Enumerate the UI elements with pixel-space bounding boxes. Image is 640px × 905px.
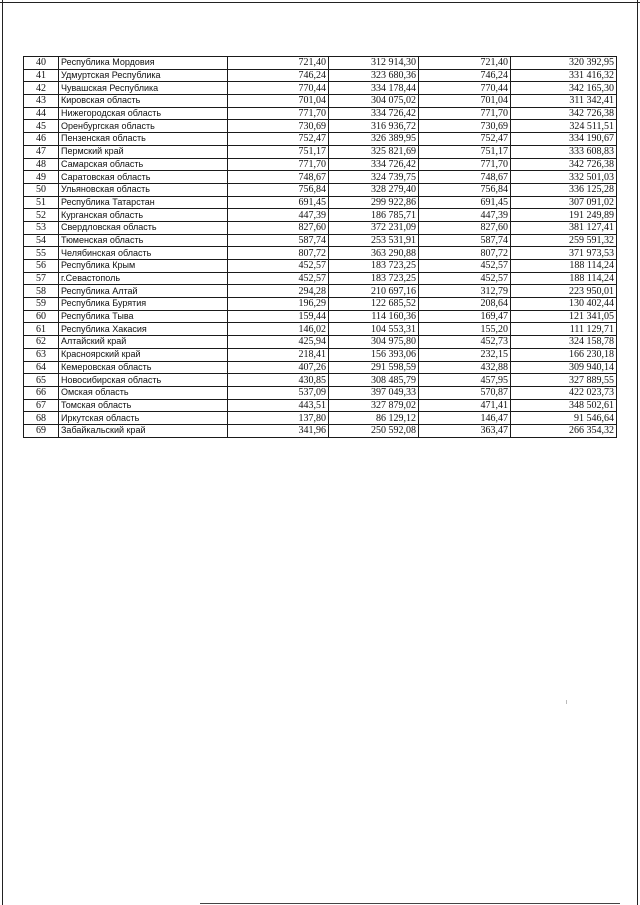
value-col-1: 771,70 [228,158,329,171]
value-col-2: 325 821,69 [329,145,419,158]
value-col-1: 730,69 [228,120,329,133]
value-col-4: 332 501,03 [511,171,617,184]
value-col-3: 770,44 [419,82,511,95]
value-col-1: 443,51 [228,399,329,412]
row-number: 45 [24,120,59,133]
table-row [24,348,617,361]
value-col-3: 587,74 [419,234,511,247]
value-col-1: 807,72 [228,247,329,260]
value-col-4: 320 392,95 [511,57,617,70]
value-col-3: 771,70 [419,107,511,120]
value-col-4: 307 091,02 [511,196,617,209]
region-name: Омская область [59,386,228,399]
row-number: 56 [24,260,59,273]
value-col-1: 452,57 [228,272,329,285]
value-col-4: 166 230,18 [511,348,617,361]
table-row [24,361,617,374]
value-col-1: 425,94 [228,336,329,349]
value-col-3: 312,79 [419,285,511,298]
value-col-3: 146,47 [419,412,511,425]
value-col-3: 432,88 [419,361,511,374]
value-col-4: 259 591,32 [511,234,617,247]
row-number: 53 [24,221,59,234]
value-col-1: 447,39 [228,209,329,222]
table-row [24,336,617,349]
region-name: Удмуртская Республика [59,69,228,82]
region-name: Курганская область [59,209,228,222]
value-col-2: 397 049,33 [329,386,419,399]
value-col-2: 183 723,25 [329,272,419,285]
table-row [24,247,617,260]
table-row [24,412,617,425]
row-number: 42 [24,82,59,95]
value-col-4: 309 940,14 [511,361,617,374]
row-number: 60 [24,310,59,323]
region-name: Тюменская область [59,234,228,247]
table-row [24,285,617,298]
scan-speck [566,700,567,704]
row-number: 51 [24,196,59,209]
table-row [24,298,617,311]
region-name: Чувашская Республика [59,82,228,95]
region-name: Республика Мордовия [59,57,228,70]
table-row [24,221,617,234]
value-col-2: 334 178,44 [329,82,419,95]
value-col-3: 752,47 [419,133,511,146]
value-col-2: 186 785,71 [329,209,419,222]
table-row [24,209,617,222]
row-number: 52 [24,209,59,222]
value-col-1: 746,24 [228,69,329,82]
value-col-4: 121 341,05 [511,310,617,323]
value-col-1: 752,47 [228,133,329,146]
value-col-3: 452,73 [419,336,511,349]
row-number: 50 [24,183,59,196]
value-col-2: 334 726,42 [329,158,419,171]
row-number: 65 [24,374,59,387]
value-col-1: 537,09 [228,386,329,399]
value-col-1: 756,84 [228,183,329,196]
value-col-4: 324 158,78 [511,336,617,349]
value-col-3: 807,72 [419,247,511,260]
page-edge-bottom [200,903,620,904]
value-col-1: 218,41 [228,348,329,361]
value-col-1: 701,04 [228,95,329,108]
value-col-2: 304 975,80 [329,336,419,349]
value-col-4: 342 726,38 [511,107,617,120]
value-col-2: 312 914,30 [329,57,419,70]
value-col-4: 188 114,24 [511,260,617,273]
value-col-1: 452,57 [228,260,329,273]
value-col-3: 691,45 [419,196,511,209]
row-number: 40 [24,57,59,70]
value-col-4: 422 023,73 [511,386,617,399]
region-name: Республика Татарстан [59,196,228,209]
row-number: 63 [24,348,59,361]
row-number: 47 [24,145,59,158]
value-col-3: 447,39 [419,209,511,222]
value-col-3: 232,15 [419,348,511,361]
region-name: Самарская область [59,158,228,171]
value-col-2: 324 739,75 [329,171,419,184]
row-number: 46 [24,133,59,146]
value-col-4: 334 190,67 [511,133,617,146]
region-name: Алтайский край [59,336,228,349]
value-col-2: 183 723,25 [329,260,419,273]
region-name: Республика Тыва [59,310,228,323]
row-number: 43 [24,95,59,108]
value-col-1: 770,44 [228,82,329,95]
value-col-1: 196,29 [228,298,329,311]
value-col-2: 304 075,02 [329,95,419,108]
region-name: Ульяновская область [59,183,228,196]
table-row [24,260,617,273]
row-number: 67 [24,399,59,412]
table-row [24,107,617,120]
value-col-4: 342 726,38 [511,158,617,171]
table-row [24,424,617,437]
value-col-1: 430,85 [228,374,329,387]
value-col-3: 756,84 [419,183,511,196]
row-number: 69 [24,424,59,437]
row-number: 66 [24,386,59,399]
value-col-3: 827,60 [419,221,511,234]
value-col-4: 342 165,30 [511,82,617,95]
value-col-2: 327 879,02 [329,399,419,412]
value-col-2: 363 290,88 [329,247,419,260]
value-col-4: 371 973,53 [511,247,617,260]
region-name: Свердловская область [59,221,228,234]
value-col-1: 771,70 [228,107,329,120]
value-col-4: 130 402,44 [511,298,617,311]
value-col-4: 336 125,28 [511,183,617,196]
value-col-3: 169,47 [419,310,511,323]
region-name: Оренбургская область [59,120,228,133]
table-row [24,145,617,158]
region-name: Иркутская область [59,412,228,425]
page-edge-left [2,0,3,905]
region-name: Челябинская область [59,247,228,260]
value-col-3: 721,40 [419,57,511,70]
table-row [24,374,617,387]
value-col-3: 457,95 [419,374,511,387]
value-col-3: 570,87 [419,386,511,399]
value-col-4: 223 950,01 [511,285,617,298]
value-col-3: 771,70 [419,158,511,171]
value-col-4: 91 546,64 [511,412,617,425]
value-col-2: 323 680,36 [329,69,419,82]
value-col-3: 452,57 [419,260,511,273]
row-number: 55 [24,247,59,260]
value-col-2: 308 485,79 [329,374,419,387]
value-col-4: 191 249,89 [511,209,617,222]
row-number: 58 [24,285,59,298]
row-number: 68 [24,412,59,425]
table-row [24,133,617,146]
region-name: Республика Хакасия [59,323,228,336]
value-col-2: 253 531,91 [329,234,419,247]
value-col-3: 363,47 [419,424,511,437]
table-row [24,272,617,285]
value-col-2: 156 393,06 [329,348,419,361]
row-number: 62 [24,336,59,349]
value-col-3: 751,17 [419,145,511,158]
region-values-table [23,56,617,438]
region-name: Новосибирская область [59,374,228,387]
value-col-3: 208,64 [419,298,511,311]
row-number: 54 [24,234,59,247]
value-col-3: 701,04 [419,95,511,108]
region-name: Саратовская область [59,171,228,184]
region-name: Забайкальский край [59,424,228,437]
value-col-3: 746,24 [419,69,511,82]
region-name: Томская область [59,399,228,412]
value-col-3: 748,67 [419,171,511,184]
value-col-2: 334 726,42 [329,107,419,120]
table-row [24,95,617,108]
row-number: 41 [24,69,59,82]
value-col-4: 331 416,32 [511,69,617,82]
value-col-1: 827,60 [228,221,329,234]
value-col-2: 104 553,31 [329,323,419,336]
row-number: 48 [24,158,59,171]
value-col-2: 291 598,59 [329,361,419,374]
table-row [24,386,617,399]
table-row [24,196,617,209]
value-col-2: 316 936,72 [329,120,419,133]
value-col-4: 188 114,24 [511,272,617,285]
table-row [24,310,617,323]
table-row [24,69,617,82]
table-row [24,120,617,133]
region-name: Кировская область [59,95,228,108]
value-col-4: 348 502,61 [511,399,617,412]
row-number: 61 [24,323,59,336]
value-col-3: 730,69 [419,120,511,133]
value-col-4: 381 127,41 [511,221,617,234]
value-col-2: 326 389,95 [329,133,419,146]
value-col-1: 691,45 [228,196,329,209]
page-edge-top [0,2,640,3]
value-col-3: 471,41 [419,399,511,412]
region-name: Республика Алтай [59,285,228,298]
value-col-1: 137,80 [228,412,329,425]
table-row [24,158,617,171]
table-row [24,234,617,247]
value-col-1: 294,28 [228,285,329,298]
table-row [24,82,617,95]
value-col-1: 146,02 [228,323,329,336]
value-col-2: 114 160,36 [329,310,419,323]
region-name: Кемеровская область [59,361,228,374]
table-body [24,57,617,438]
region-name: Республика Бурятия [59,298,228,311]
value-col-4: 111 129,71 [511,323,617,336]
row-number: 59 [24,298,59,311]
value-col-2: 122 685,52 [329,298,419,311]
table-row [24,399,617,412]
value-col-1: 748,67 [228,171,329,184]
value-col-4: 324 511,51 [511,120,617,133]
row-number: 44 [24,107,59,120]
row-number: 57 [24,272,59,285]
value-col-4: 311 342,41 [511,95,617,108]
value-col-4: 333 608,83 [511,145,617,158]
value-col-1: 587,74 [228,234,329,247]
region-name: Пензенская область [59,133,228,146]
value-col-1: 159,44 [228,310,329,323]
value-col-2: 210 697,16 [329,285,419,298]
value-col-3: 155,20 [419,323,511,336]
row-number: 49 [24,171,59,184]
table-row [24,323,617,336]
value-col-2: 328 279,40 [329,183,419,196]
value-col-3: 452,57 [419,272,511,285]
value-col-2: 299 922,86 [329,196,419,209]
value-col-1: 751,17 [228,145,329,158]
table-row [24,57,617,70]
region-name: Пермский край [59,145,228,158]
table-row [24,171,617,184]
value-col-2: 372 231,09 [329,221,419,234]
row-number: 64 [24,361,59,374]
value-col-2: 86 129,12 [329,412,419,425]
value-col-1: 407,26 [228,361,329,374]
value-col-4: 327 889,55 [511,374,617,387]
region-name: Нижегородская область [59,107,228,120]
value-col-1: 341,96 [228,424,329,437]
value-col-1: 721,40 [228,57,329,70]
table-row [24,183,617,196]
region-name: Красноярский край [59,348,228,361]
region-name: Республика Крым [59,260,228,273]
region-name: г.Севастополь [59,272,228,285]
page-edge-right [637,0,638,905]
value-col-2: 250 592,08 [329,424,419,437]
value-col-4: 266 354,32 [511,424,617,437]
